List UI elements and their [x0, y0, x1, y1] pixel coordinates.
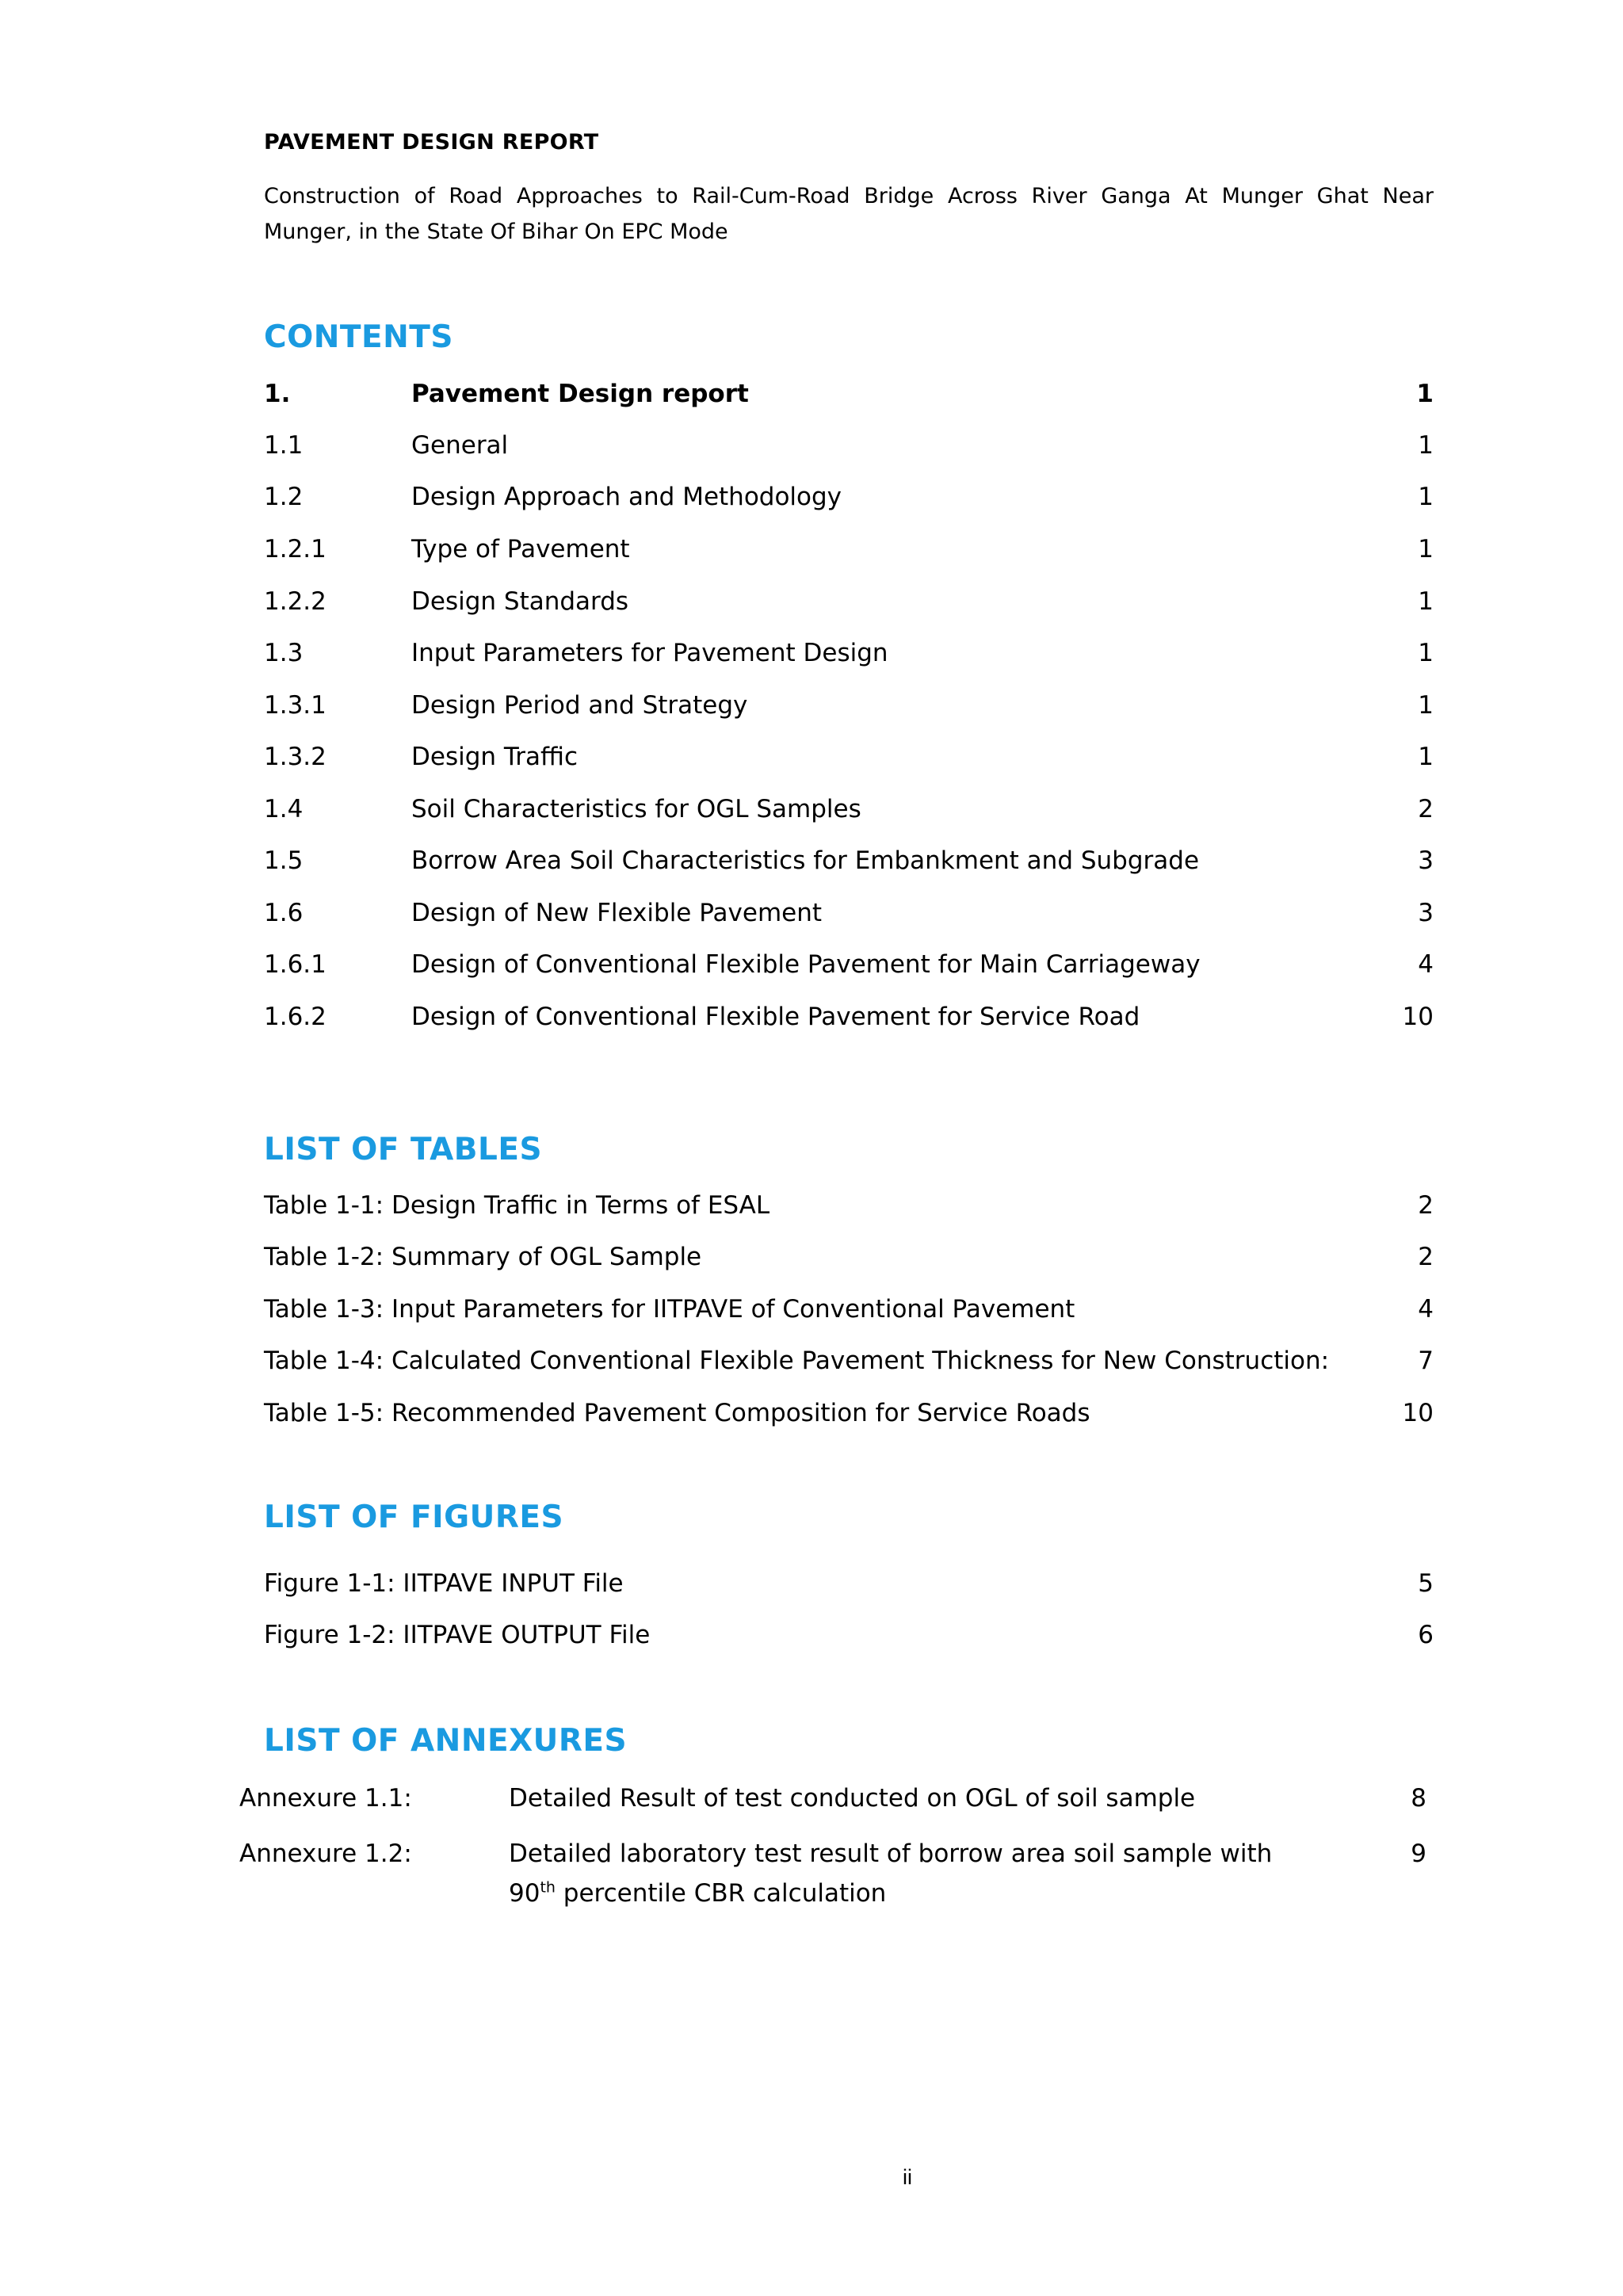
- figure-list-entry-page: 6: [1418, 1621, 1434, 1649]
- toc-entry-number: 1.6: [264, 899, 304, 927]
- report-title: PAVEMENT DESIGN REPORT: [264, 130, 599, 155]
- annexure-entry-label-line1: Detailed laboratory test result of borrow area soil sample with: [509, 1839, 1273, 1868]
- toc-entry[interactable]: [264, 686, 1434, 725]
- list-of-annexures-heading: LIST OF ANNEXURES: [264, 1723, 628, 1759]
- toc-entry-number: 1.3.2: [264, 743, 327, 771]
- figure-list-entry-label: Figure 1-1: IITPAVE INPUT File: [264, 1569, 624, 1598]
- toc-entry[interactable]: [264, 737, 1434, 777]
- toc-entry-page: 3: [1418, 899, 1434, 927]
- annexure-entry-page: 9: [1411, 1839, 1426, 1868]
- annexure-entry-label-line2-prefix: 90: [509, 1879, 540, 1908]
- table-list-entry[interactable]: [264, 1289, 1434, 1329]
- contents-heading: CONTENTS: [264, 319, 453, 355]
- toc-entry-page: 1: [1416, 380, 1434, 408]
- table-list-entry[interactable]: [264, 1237, 1434, 1277]
- toc-entry-page: 4: [1418, 950, 1434, 979]
- toc-entry-page: 1: [1418, 691, 1434, 720]
- toc-entry-number: 1.2.1: [264, 535, 327, 563]
- toc-entry-label: Design Period and Strategy: [411, 691, 748, 720]
- toc-entry[interactable]: [264, 374, 1434, 414]
- table-list-entry-page: 2: [1418, 1191, 1434, 1220]
- table-list-entry-page: 10: [1402, 1399, 1434, 1427]
- annexure-entry[interactable]: [239, 1778, 1426, 1818]
- toc-entry-number: 1.2: [264, 483, 304, 511]
- toc-entry[interactable]: [264, 582, 1434, 621]
- list-of-figures-heading: LIST OF FIGURES: [264, 1499, 564, 1535]
- toc-entry-label: Design of New Flexible Pavement: [411, 899, 823, 927]
- toc-entry-page: 1: [1418, 431, 1434, 460]
- toc-entry-label: Pavement Design report: [411, 380, 749, 408]
- toc-entry-number: 1.3: [264, 639, 304, 667]
- toc-entry-number: 1.3.1: [264, 691, 327, 720]
- toc-entry-label: General: [411, 431, 509, 460]
- toc-entry-page: 1: [1418, 743, 1434, 771]
- toc-entry-label: Borrow Area Soil Characteristics for Embankment and Subgrade: [411, 846, 1200, 875]
- table-list-entry[interactable]: [264, 1186, 1434, 1225]
- annexure-entry-label: [509, 1834, 1301, 1913]
- table-list-entry[interactable]: [264, 1341, 1434, 1381]
- toc-entry-label: Design Approach and Methodology: [411, 483, 842, 511]
- project-description: Construction of Road Approaches to Rail-Cum-Road Bridge Across River Ganga At Munger Ghat Near Munger, in the State Of Bihar On EPC Mode: [264, 184, 1434, 244]
- figure-list-entry[interactable]: [264, 1615, 1434, 1655]
- toc-entry-label: Design of Conventional Flexible Pavement for Service Road: [411, 1003, 1140, 1031]
- page-number-footer: ii: [903, 2165, 912, 2189]
- toc-entry[interactable]: [264, 477, 1434, 517]
- figure-list-entry[interactable]: [264, 1564, 1434, 1603]
- toc-entry-number: 1.4: [264, 795, 304, 823]
- toc-entry[interactable]: [264, 945, 1434, 984]
- toc-entry-page: 10: [1402, 1003, 1434, 1031]
- toc-entry-page: 1: [1418, 483, 1434, 511]
- toc-entry-label: Type of Pavement: [411, 535, 630, 563]
- toc-entry-number: 1.1: [264, 431, 304, 460]
- table-list-entry[interactable]: [264, 1393, 1434, 1433]
- table-list-entry-page: 7: [1418, 1347, 1434, 1375]
- table-list-entry-page: 2: [1418, 1243, 1434, 1271]
- toc-entry-number: 1.5: [264, 846, 304, 875]
- ordinal-suffix: th: [540, 1878, 556, 1897]
- toc-entry-label: Soil Characteristics for OGL Samples: [411, 795, 861, 823]
- toc-entry-label: Design of Conventional Flexible Pavement for Main Carriageway: [411, 950, 1201, 979]
- toc-entry-label: Design Standards: [411, 587, 629, 616]
- toc-entry-number: 1.: [264, 380, 291, 408]
- toc-entry[interactable]: [264, 997, 1434, 1037]
- toc-entry[interactable]: [264, 841, 1434, 881]
- table-list-entry-label: Table 1-2: Summary of OGL Sample: [264, 1243, 702, 1271]
- toc-entry[interactable]: [264, 529, 1434, 569]
- toc-entry[interactable]: [264, 789, 1434, 829]
- toc-entry-page: 3: [1418, 846, 1434, 875]
- toc-entry-number: 1.2.2: [264, 587, 327, 616]
- toc-entry[interactable]: [264, 633, 1434, 673]
- list-of-tables-heading: LIST OF TABLES: [264, 1132, 543, 1167]
- annexure-entry-number: Annexure 1.1:: [239, 1784, 412, 1813]
- annexure-entry-page: 8: [1411, 1784, 1426, 1813]
- toc-entry[interactable]: [264, 893, 1434, 933]
- toc-entry-label: Design Traffic: [411, 743, 579, 771]
- table-list-entry-label: Table 1-3: Input Parameters for IITPAVE of Conventional Pavement: [264, 1295, 1075, 1324]
- table-list-entry-label: Table 1-5: Recommended Pavement Composition for Service Roads: [264, 1399, 1090, 1427]
- toc-entry-page: 1: [1418, 535, 1434, 563]
- figure-list-entry-page: 5: [1418, 1569, 1434, 1598]
- figure-list-entry-label: Figure 1-2: IITPAVE OUTPUT File: [264, 1621, 651, 1649]
- toc-entry[interactable]: [264, 426, 1434, 465]
- annexure-entry[interactable]: [239, 1834, 1426, 1913]
- annexure-entry-number: Annexure 1.2:: [239, 1839, 412, 1868]
- toc-entry-page: 2: [1418, 795, 1434, 823]
- toc-entry-number: 1.6.1: [264, 950, 327, 979]
- toc-entry-page: 1: [1418, 639, 1434, 667]
- toc-entry-page: 1: [1418, 587, 1434, 616]
- annexure-entry-label: Detailed Result of test conducted on OGL of soil sample: [509, 1784, 1196, 1813]
- toc-entry-label: Input Parameters for Pavement Design: [411, 639, 888, 667]
- table-list-entry-label: Table 1-1: Design Traffic in Terms of ESAL: [264, 1191, 770, 1220]
- table-list-entry-label: Table 1-4: Calculated Conventional Flexible Pavement Thickness for New Construction:: [264, 1347, 1330, 1375]
- annexure-entry-label-line2-rest: percentile CBR calculation: [555, 1879, 887, 1908]
- table-list-entry-page: 4: [1418, 1295, 1434, 1324]
- toc-entry-number: 1.6.2: [264, 1003, 327, 1031]
